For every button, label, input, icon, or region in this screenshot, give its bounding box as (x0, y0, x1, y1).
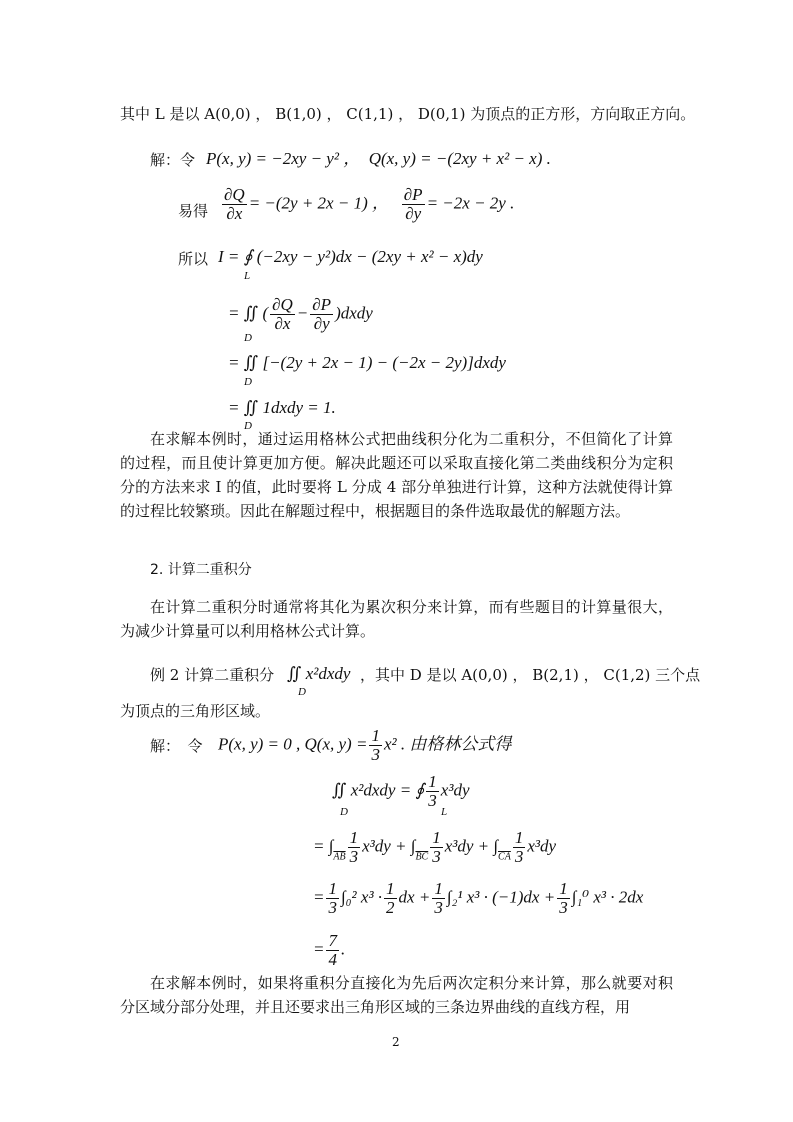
line2-pre: = ∬ ( (228, 303, 269, 323)
eq1-fraction (426, 773, 439, 810)
paragraph-3: 在求解本例时，如果将重积分直接化为先后两次定积分来计算，那么就要对积分区域分部分处理，并且还要求出三角形区域的三条边界曲线的直线方程，用 (120, 974, 673, 1016)
dP-denominator: ∂y (405, 204, 422, 223)
lb-f2-n: 1 (432, 828, 441, 847)
dP-rhs: = −2x − 2y . (426, 193, 515, 213)
example2-prefix: 例 2 计算二重积分 (150, 666, 275, 684)
line2-dP-den: ∂y (313, 314, 330, 333)
derivation1-line3: = ∬ [−(2y + 2x − 1) − (−2x − 2y)]dxdy (228, 353, 506, 372)
derivation1-line2: = ∬ ( $\frac{\partial Q}{\partial x}$ − $\frac{\partial P}{\partial y}$ )dxdy (228, 295, 373, 333)
derivation1-line3-sub: D (244, 376, 252, 388)
result-tail: . (340, 939, 346, 959)
partials-expr (220, 186, 514, 223)
example2-integral-sub: D (298, 686, 306, 698)
line2-dP-num: ∂P (312, 295, 332, 314)
derivation1-line4: = ∬ 1dxdy = 1. (228, 398, 336, 417)
eq1-frac-den: 3 (428, 791, 437, 810)
solution2-label: 解： 令 (150, 737, 203, 755)
lc-frac-half: $\frac{1}{2}$ (386, 879, 395, 917)
one-third-num: 1 (371, 726, 380, 745)
dQ-dx-fraction (222, 186, 247, 223)
line2-dQ-den: ∂x (274, 314, 291, 333)
solution1-expr: P(x, y) = −2xy − y² ， Q(x, y) = −(2xy + x² − x) . (206, 149, 551, 168)
derivation1-lead: 所以 (178, 250, 209, 268)
result-num: 7 (328, 931, 337, 950)
eq1-sub-D: D (340, 806, 348, 818)
line-b-frac-1 (348, 829, 361, 866)
line2-post: )dxdy (335, 303, 373, 323)
line2-dQ-fraction (270, 296, 295, 333)
lb-f3-d: 3 (514, 847, 524, 866)
lb-f1-d: 3 (349, 847, 359, 866)
lc-f3-n: 1 (559, 879, 568, 898)
line2-dQ-num: ∂Q (272, 295, 293, 314)
one-third-den: 3 (371, 745, 380, 764)
lc-f1-n: 1 (328, 879, 337, 898)
page-number: 2 (392, 1035, 400, 1049)
line2-dP-fraction (310, 296, 333, 333)
one-third-fraction (369, 727, 382, 764)
dQ-denominator: ∂x (226, 204, 243, 223)
derivation1-line1-sub: L (244, 270, 251, 282)
eq1-tail: x³dy (440, 780, 470, 800)
result-den: 4 (328, 950, 337, 969)
line-b-frac-2 (430, 829, 443, 866)
lc-f3-d: 3 (559, 898, 568, 917)
seg-ab: AB (333, 851, 346, 863)
solution2-result: = $\frac{7}{4}$ . (313, 931, 346, 969)
solution2-line-c: = $\frac{1}{3}$ ∫₀² x³ · $\frac{1}{2}$ dx + $\frac{1}{3}$ ∫₂¹ x³ · (−1)dx + $\frac{1}{3}$ ∫₁⁰ x³ · 2dx (313, 879, 644, 917)
partials-lead: 易得 (178, 202, 209, 220)
lb-f3-n: 1 (514, 828, 524, 847)
eq1-frac-num: 1 (428, 772, 437, 791)
result-fraction (326, 932, 339, 969)
solution2-expr-b: x² . 由格林公式得 (383, 734, 512, 754)
example2-integral: ∬ x²dxdy (287, 664, 351, 683)
dQ-numerator: ∂Q (224, 185, 245, 204)
solution2-expr-a: P(x, y) = 0 , Q(x, y) = (218, 734, 368, 754)
derivation1-line1: I = ∮ (−2xy − y²)dx − (2xy + x² − x)dy (218, 247, 483, 266)
lc-f1-d: 3 (328, 898, 337, 917)
eq1-sub-L: L (441, 806, 448, 818)
lc-f2-d: 3 (434, 898, 443, 917)
solution2-line-b: = $\int_{\overline{AB}}$ $\frac{1}{3}$ $x^3dy + \int_{\overline{BC}}$ $\frac{1}{3}$ $x^3dy + \int_{\overline{CA}}$ $\frac{1}{3}$ x³dy (313, 828, 557, 866)
line-b-frac-3 (513, 829, 526, 866)
lc-frac-2 (432, 880, 445, 917)
seg-bc: BC (415, 851, 429, 863)
lb-f1-n: 1 (349, 828, 359, 847)
paragraph-1: 在求解本例时，通过运用格林公式把曲线积分化为二重积分，不但简化了计算的过程，而且使计算更加方便。解决此题还可以采取直接化第二类曲线积分为定积分的方法来求 I 的值，此时要将 L 分成 4 部分单独进行计算，这种方法就使得计算的过程比较繁琐。因此在解题过程中，根据题目的条件选取最优的解题方法。 (120, 430, 673, 520)
lc-f2-n: 1 (434, 879, 443, 898)
seg-ca: CA (498, 851, 511, 863)
paragraph-2: 在计算二重积分时通常将其化为累次积分来计算，而有些题目的计算量很大，为减少计算量可以利用格林公式计算。 (120, 598, 673, 640)
derivation1-line2-sub: D (244, 332, 252, 344)
lc-frac-3 (557, 880, 570, 917)
example2-line2: 为顶点的三角形区域。 (120, 702, 271, 720)
section2-heading: 2. 计算二重积分 (150, 562, 252, 578)
dP-dy-fraction (402, 186, 425, 223)
solution2-expr (218, 727, 511, 764)
lc-frac-1 (326, 880, 339, 917)
derivation1-line4-sub: D (244, 420, 252, 432)
solution1-label: 解：令 (150, 151, 196, 169)
lb-f2-d: 3 (432, 847, 441, 866)
solution2-eq1 (332, 773, 469, 810)
intro-line: 其中 L 是以 A(0,0) ， B(1,0) ， C(1,1) ， D(0,1) 为顶点的正方形，方向取正方向。 (120, 105, 696, 123)
dQ-rhs: = −(2y + 2x − 1) ， (248, 193, 389, 213)
example2-suffix: ，其中 D 是以 A(0,0) ， B(2,1) ， C(1,2) 三个点 (360, 666, 701, 684)
dP-numerator: ∂P (403, 185, 423, 204)
eq1-lhs: ∬ x²dxdy = ∮ (332, 780, 425, 800)
